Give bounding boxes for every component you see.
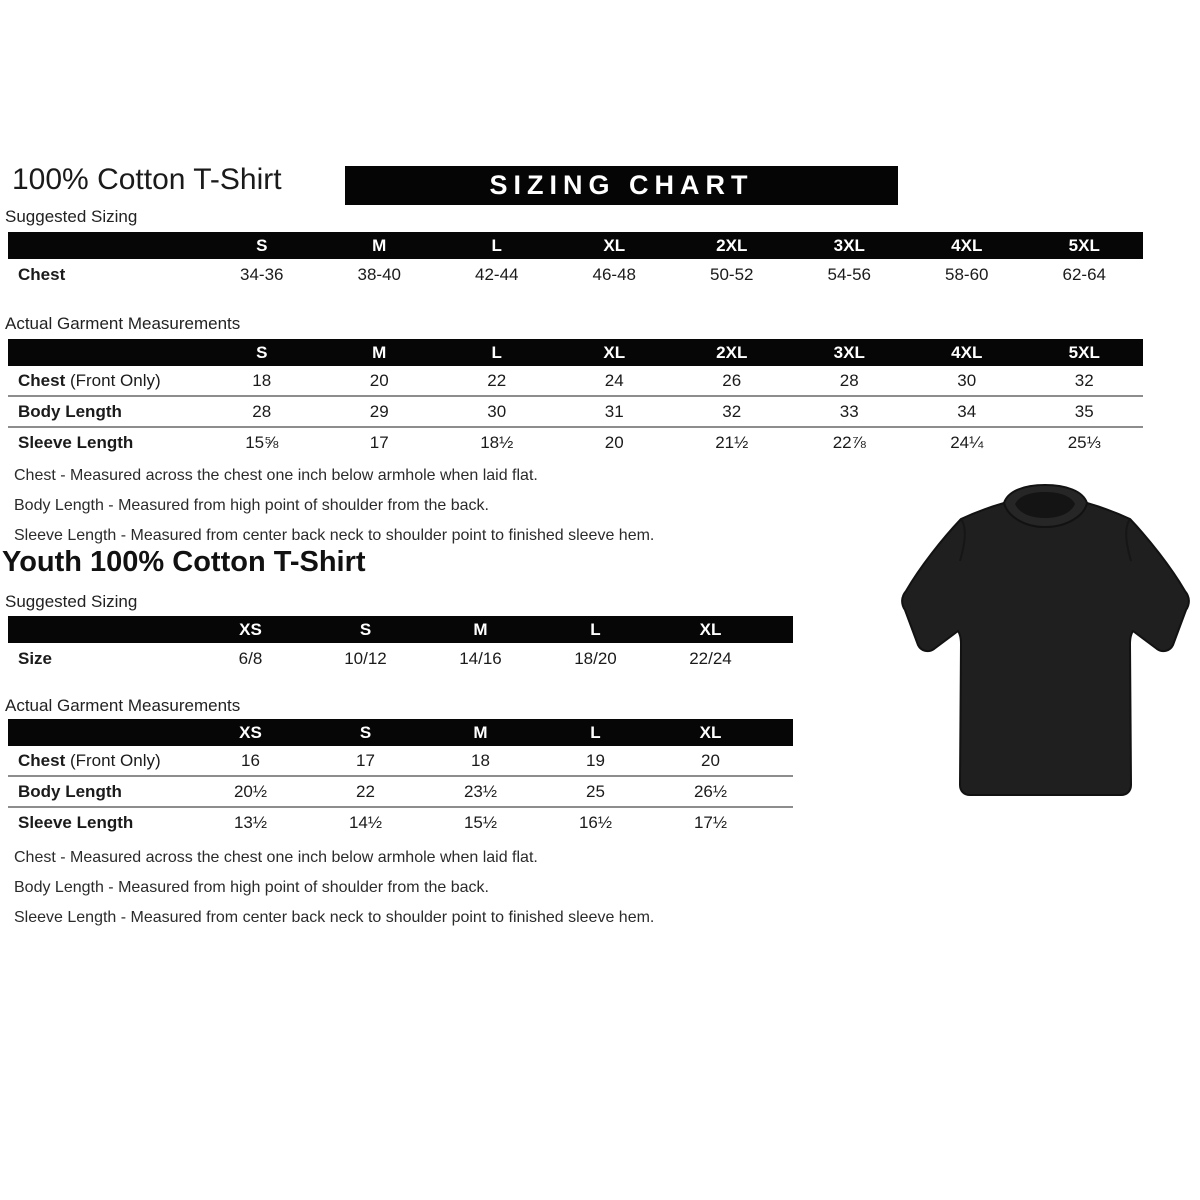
size-header-cell: 4XL (908, 232, 1026, 259)
size-header-cell: 4XL (908, 339, 1026, 366)
cell: 13½ (193, 807, 308, 837)
size-header-cell: XL (556, 339, 674, 366)
row-label-suffix: (Front Only) (65, 370, 161, 390)
size-header-cell: L (438, 232, 556, 259)
cell: 17 (356, 750, 375, 770)
size-header-cell: M (321, 232, 439, 259)
cell: 50-52 (710, 265, 754, 284)
size-header-empty-cell (768, 616, 793, 643)
youth-garment-measurements-table (8, 719, 793, 837)
youth-suggested-sizing-label: Suggested Sizing (5, 592, 138, 611)
size-header-cell: L (538, 719, 653, 746)
size-header-cell: XS (193, 719, 308, 746)
cell: 18/20 (574, 649, 617, 668)
black-tshirt-photo (898, 477, 1194, 807)
cell: 38-40 (357, 265, 401, 284)
row-label: Sleeve Length (8, 427, 203, 457)
cell: 22/24 (689, 649, 732, 668)
size-header-cell: L (438, 339, 556, 366)
cell: 18½ (438, 427, 556, 457)
cell: 28 (839, 370, 859, 390)
adult-section-title: 100% Cotton T-Shirt (12, 163, 282, 196)
cell: 33 (791, 396, 909, 427)
size-header-cell: XL (653, 616, 768, 643)
size-header-cell: 3XL (791, 339, 909, 366)
note-line: Sleeve Length - Measured from center back neck to shoulder point to finished sleeve hem. (14, 527, 655, 544)
size-header-cell: XL (653, 719, 768, 746)
note-line: Chest - Measured across the chest one inch below armhole when laid flat. (14, 467, 538, 484)
note-line: Body Length - Measured from high point of shoulder from the back. (14, 497, 489, 514)
adult-garment-measurements-table (8, 339, 1143, 457)
cell: 42-44 (475, 265, 519, 284)
table-row (8, 807, 793, 837)
cell (768, 643, 793, 675)
row-label (8, 366, 203, 396)
cell (768, 746, 793, 776)
size-header-row (8, 232, 1143, 259)
cell: 16½ (538, 807, 653, 837)
cell: 22⅞ (791, 427, 909, 457)
cell: 24¼ (908, 427, 1026, 457)
size-header-cell: 2XL (673, 339, 791, 366)
table-row (8, 643, 793, 675)
size-header-cell: 3XL (791, 232, 909, 259)
cell: 22 (487, 370, 507, 390)
cell: 14½ (308, 807, 423, 837)
size-header-cell: 5XL (1026, 232, 1144, 259)
size-header-cell: S (203, 339, 321, 366)
size-header-cell: XS (193, 616, 308, 643)
sizing-chart-banner: SIZING CHART (345, 166, 898, 205)
size-header-cell: 2XL (673, 232, 791, 259)
cell: 21½ (673, 427, 791, 457)
size-header-cell: S (308, 616, 423, 643)
cell: 31 (556, 396, 674, 427)
cell: 20 (701, 750, 720, 770)
youth-suggested-sizing-table (8, 616, 793, 675)
cell (768, 807, 793, 837)
cell: 17½ (653, 807, 768, 837)
row-label: Body Length (8, 396, 203, 427)
row-label (8, 746, 193, 776)
note-line: Body Length - Measured from high point of shoulder from the back. (14, 879, 489, 896)
tshirt-illustration (898, 477, 1194, 807)
size-header-row (8, 616, 793, 643)
table-row (8, 366, 1143, 396)
cell: 32 (1074, 370, 1094, 390)
size-header-cell: 5XL (1026, 339, 1144, 366)
cell: 24 (604, 370, 624, 390)
cell: 15⅝ (203, 427, 321, 457)
size-header-cell: M (423, 719, 538, 746)
cell: 6/8 (238, 649, 263, 668)
cell: 30 (957, 370, 977, 390)
cell: 34 (908, 396, 1026, 427)
cell: 25⅓ (1026, 427, 1144, 457)
adult-measurement-notes (14, 461, 654, 551)
cell: 25 (538, 776, 653, 807)
size-header-empty-cell (8, 232, 203, 259)
cell: 10/12 (344, 649, 387, 668)
size-header-cell: L (538, 616, 653, 643)
cell: 15½ (423, 807, 538, 837)
table-row (8, 427, 1143, 457)
size-header-cell: M (321, 339, 439, 366)
cell: 34-36 (240, 265, 284, 284)
cell: 20 (556, 427, 674, 457)
youth-section-title: Youth 100% Cotton T-Shirt (2, 546, 366, 578)
cell: 26 (722, 370, 742, 390)
size-header-row (8, 719, 793, 746)
cell: 18 (471, 750, 490, 770)
row-label: Chest (18, 265, 66, 284)
cell: 18 (252, 370, 272, 390)
youth-measurement-notes (14, 843, 654, 933)
size-header-empty-cell (8, 719, 193, 746)
note-line: Chest - Measured across the chest one inch below armhole when laid flat. (14, 849, 538, 866)
row-label: Body Length (8, 776, 193, 807)
size-header-empty-cell (768, 719, 793, 746)
cell: 20 (369, 370, 389, 390)
cell: 62-64 (1062, 265, 1106, 284)
cell: 32 (673, 396, 791, 427)
table-row (8, 776, 793, 807)
cell: 26½ (653, 776, 768, 807)
size-header-cell: S (308, 719, 423, 746)
adult-suggested-sizing-table (8, 232, 1143, 291)
adult-suggested-sizing-label: Suggested Sizing (5, 207, 138, 226)
youth-actual-measurements-label: Actual Garment Measurements (5, 696, 241, 715)
size-header-empty-cell (8, 616, 193, 643)
cell: 20½ (193, 776, 308, 807)
row-label: Size (18, 649, 53, 668)
cell: 35 (1026, 396, 1144, 427)
table-row (8, 746, 793, 776)
cell: 54-56 (827, 265, 871, 284)
row-label-suffix: (Front Only) (65, 750, 161, 770)
table-row (8, 259, 1143, 291)
cell: 17 (321, 427, 439, 457)
size-header-cell: XL (556, 232, 674, 259)
cell: 22 (308, 776, 423, 807)
cell: 58-60 (945, 265, 989, 284)
cell: 19 (586, 750, 605, 770)
cell: 29 (321, 396, 439, 427)
cell: 16 (241, 750, 260, 770)
row-label: Sleeve Length (8, 807, 193, 837)
cell: 46-48 (592, 265, 636, 284)
adult-actual-measurements-label: Actual Garment Measurements (5, 314, 241, 333)
table-row (8, 396, 1143, 427)
row-label-main: Chest (18, 750, 66, 770)
cell: 28 (203, 396, 321, 427)
cell: 14/16 (459, 649, 502, 668)
size-header-empty-cell (8, 339, 203, 366)
size-header-cell: M (423, 616, 538, 643)
row-label-main: Chest (18, 370, 66, 390)
cell (768, 776, 793, 807)
cell: 23½ (423, 776, 538, 807)
size-header-row (8, 339, 1143, 366)
note-line: Sleeve Length - Measured from center back neck to shoulder point to finished sleeve hem. (14, 909, 655, 926)
size-header-cell: S (203, 232, 321, 259)
cell: 30 (438, 396, 556, 427)
